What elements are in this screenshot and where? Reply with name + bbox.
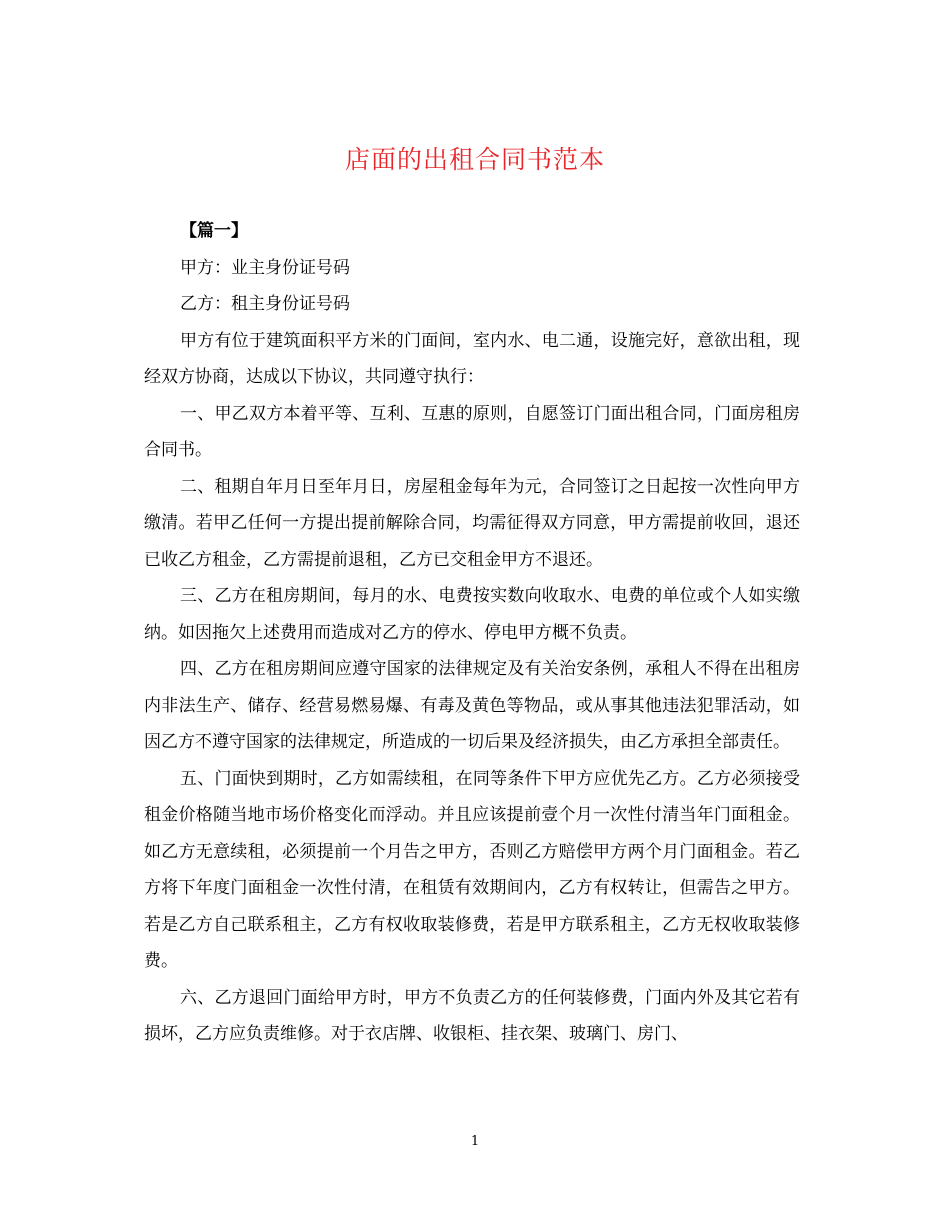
document-title: 店面的出租合同书范本 (344, 145, 605, 174)
page-number: 1 (470, 1134, 480, 1149)
clause-3: 三、乙方在租房期间，每月的水、电费按实数向收取水、电费的单位或个人如实缴纳。如因拖欠上述费用而造成对乙方的停水、停电甲方概不负责。 (144, 586, 800, 643)
clause-2: 二、租期自年月日至年月日，房屋租金每年为元，合同签订之日起按一次性向甲方缴清。若甲乙任何一方提出提前解除合同，均需征得双方同意，甲方需提前收回，退还已收乙方租金，乙方需提前退租，乙方已交租金甲方不退还。 (144, 476, 800, 570)
intro-paragraph: 甲方有位于建筑面积平方米的门面间，室内水、电二通，设施完好，意欲出租，现经双方协商，达成以下协议，共同遵守执行： (144, 330, 800, 387)
section-heading: 【篇一】 (180, 221, 248, 241)
document-body (144, 213, 800, 1053)
party-b-line: 乙方：租主身份证号码 (180, 294, 350, 314)
clause-4: 四、乙方在租房期间应遵守国家的法律规定及有关治安条例，承租人不得在出租房内非法生产、储存、经营易燃易爆、有毒及黄色等物品，或从事其他违法犯罪活动，如因乙方不遵守国家的法律规定，所造成的一切后果及经济损失，由乙方承担全部责任。 (144, 659, 800, 752)
clause-6: 六、乙方退回门面给甲方时，甲方不负责乙方的任何装修费，门面内外及其它若有损坏，乙方应负责维修。对于衣店牌、收银柜、挂衣架、玻璃门、房门、 (144, 987, 800, 1044)
clause-1: 一、甲乙双方本着平等、互利、互惠的原则，自愿签订门面出租合同，门面房租房合同书。 (144, 403, 800, 460)
clause-5: 五、门面快到期时，乙方如需续租，在同等条件下甲方应优先乙方。乙方必须接受租金价格随当地市场价格变化而浮动。并且应该提前壹个月一次性付清当年门面租金。如乙方无意续租，必须提前一个月告之甲方，否则乙方赔偿甲方两个月门面租金。若乙方将下年度门面租金一次性付清，在租赁有效期间内，乙方有权转让，但需告之甲方。若是乙方自己联系租主，乙方有权收取装修费，若是甲方联系租主，乙方无权收取装修费。 (144, 768, 800, 971)
party-a-line: 甲方：业主身份证号码 (180, 257, 350, 278)
